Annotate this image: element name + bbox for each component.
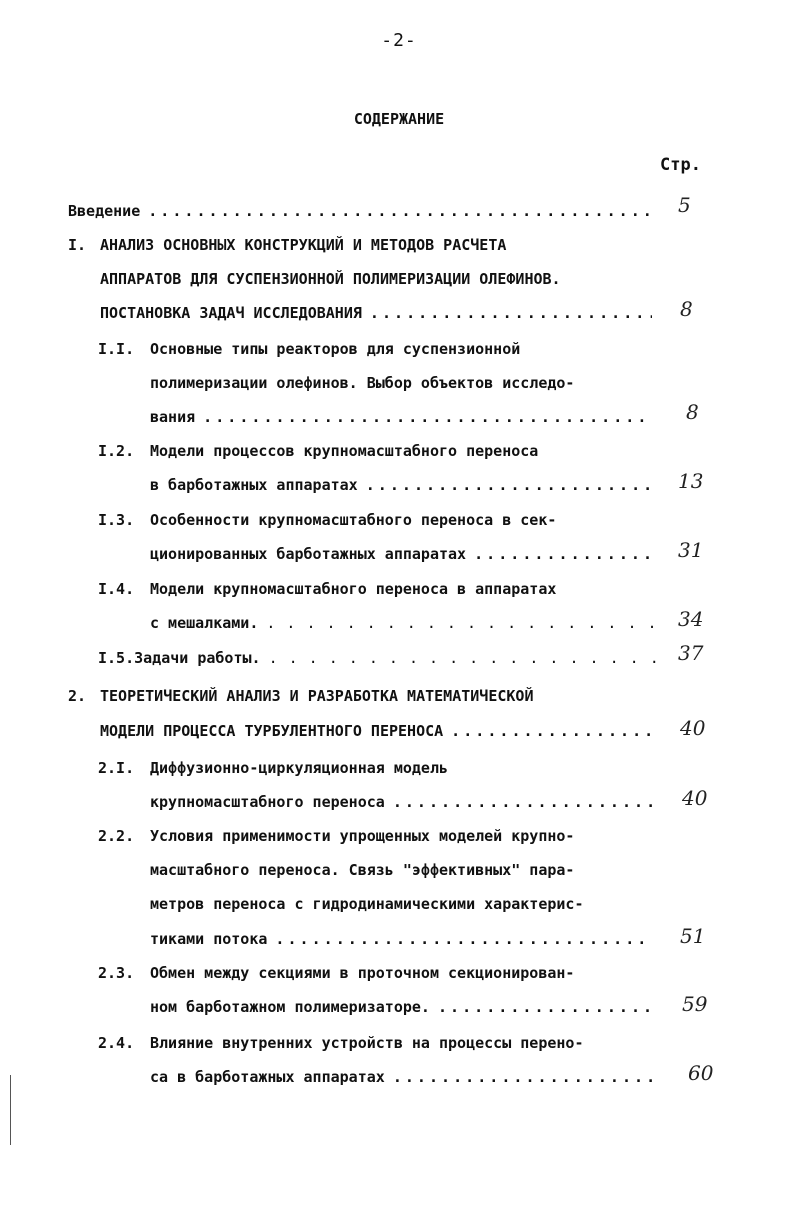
toc-entry-text: крупномасштабного переноса <box>150 793 385 811</box>
toc-entry-section-1-3[interactable] <box>98 511 556 535</box>
toc-entry-continuation <box>150 998 656 1022</box>
leader-dots <box>203 408 652 426</box>
toc-entry-text: в барботажных аппаратах <box>150 476 358 494</box>
leader-dots <box>148 202 652 220</box>
toc-entry-text: Влияние внутренних устройств на процессы перено- <box>150 1034 584 1052</box>
toc-entry-number: 2.3. <box>98 964 135 982</box>
toc-entry-number: 2.2. <box>98 827 135 845</box>
toc-page-number: 40 <box>680 716 706 740</box>
toc-entry-text: с мешалками. <box>150 614 259 632</box>
toc-entry-section-1-5[interactable] <box>98 649 676 673</box>
toc-entry-continuation <box>150 545 656 569</box>
leader-dots <box>370 304 652 322</box>
toc-page-number: 8 <box>680 297 693 321</box>
toc-entry-section-2-2[interactable] <box>98 827 574 851</box>
toc-entry-text: Модели процессов крупномасштабного переноса <box>150 442 539 460</box>
toc-entry-section-2-4[interactable] <box>98 1034 583 1058</box>
toc-entry-continuation <box>100 270 561 294</box>
toc-entry-section-1-2[interactable] <box>98 442 538 466</box>
leader-dots <box>474 545 652 563</box>
toc-entry-number: 2.I. <box>98 759 135 777</box>
toc-entry-text: Диффузионно-циркуляционная модель <box>150 759 449 777</box>
toc-entry-number: I.I. <box>98 340 135 358</box>
toc-page-number: 8 <box>686 400 699 424</box>
toc-page-number: 34 <box>678 607 704 631</box>
toc-page-number: 59 <box>682 992 708 1016</box>
leader-dots <box>451 722 652 740</box>
toc-entry-text: МОДЕЛИ ПРОЦЕССА ТУРБУЛЕНТНОГО ПЕРЕНОСА <box>100 722 444 740</box>
toc-entry-number: I.3. <box>98 511 135 529</box>
toc-entry-text: Основные типы реакторов для суспензионной <box>150 340 521 358</box>
toc-entry-number: I.2. <box>98 442 135 460</box>
leader-dots <box>393 1068 652 1086</box>
toc-entry-continuation <box>150 930 656 954</box>
toc-entry-text: Обмен между секциями в проточном секционирован- <box>150 964 575 982</box>
leader-dots <box>438 998 652 1016</box>
toc-entry-continuation <box>100 722 656 746</box>
toc-entry-number: I.5. <box>98 649 135 667</box>
toc-entry-continuation <box>150 793 656 817</box>
binding-edge-mark <box>10 1075 11 1145</box>
toc-entry-text: ционированных барботажных аппаратах <box>150 545 467 563</box>
toc-page-number: 37 <box>678 641 704 665</box>
toc-entry-continuation <box>150 861 574 885</box>
toc-entry-continuation <box>150 374 574 398</box>
toc-entry-continuation <box>100 304 656 328</box>
toc-entry-text: са в барботажных аппаратах <box>150 1068 385 1086</box>
leader-dots <box>393 793 652 811</box>
toc-entry-chapter-1[interactable] <box>68 236 506 260</box>
toc-entry-section-1-1[interactable] <box>98 340 520 364</box>
toc-entry-number: I. <box>68 236 87 254</box>
page-column-header: Стр. <box>660 155 701 175</box>
toc-entry-continuation <box>150 476 656 500</box>
toc-entry-text: АППАРАТОВ ДЛЯ СУСПЕНЗИОННОЙ ПОЛИМЕРИЗАЦИИ ОЛЕФИНОВ. <box>100 270 561 288</box>
toc-entry-continuation <box>150 895 583 919</box>
toc-entry-section-2-3[interactable] <box>98 964 574 988</box>
toc-page-number: 40 <box>682 786 708 810</box>
toc-page-number: 5 <box>678 193 691 217</box>
toc-entry-text: Модели крупномасштабного переноса в аппаратах <box>150 580 557 598</box>
toc-entry-text: ПОСТАНОВКА ЗАДАЧ ИССЛЕДОВАНИЯ <box>100 304 362 322</box>
leader-dots <box>269 649 672 667</box>
leader-dots <box>275 930 652 948</box>
toc-entry-text: масштабного переноса. Связь "эффективных" пара- <box>150 861 575 879</box>
document-title: СОДЕРЖАНИЕ <box>353 110 445 128</box>
toc-entry-text: полимеризации олефинов. Выбор объектов исследо- <box>150 374 575 392</box>
toc-entry-number: 2.4. <box>98 1034 135 1052</box>
toc-entry-intro[interactable] <box>68 202 656 226</box>
toc-page-number: 31 <box>678 538 704 562</box>
toc-entry-text: Особенности крупномасштабного переноса в сек- <box>150 511 557 529</box>
toc-entry-number: 2. <box>68 687 87 705</box>
toc-entry-chapter-2[interactable] <box>68 687 533 711</box>
toc-entry-continuation <box>150 614 666 638</box>
toc-entry-text: ном барботажном полимеризаторе. <box>150 998 430 1016</box>
toc-entry-text: метров переноса с гидродинамическими характерис- <box>150 895 584 913</box>
leader-dots <box>266 614 662 632</box>
toc-entry-text: Задачи работы. <box>134 649 261 667</box>
toc-entry-section-2-1[interactable] <box>98 759 448 783</box>
toc-entry-section-1-4[interactable] <box>98 580 556 604</box>
toc-entry-text: Условия применимости упрощенных моделей крупно- <box>150 827 575 845</box>
toc-entry-text: тиками потока <box>150 930 268 948</box>
toc-page-number: 51 <box>680 924 706 948</box>
leader-dots <box>366 476 652 494</box>
toc-entry-text: ТЕОРЕТИЧЕСКИЙ АНАЛИЗ И РАЗРАБОТКА МАТЕМАТИЧЕСКОЙ <box>100 687 534 705</box>
toc-entry-text: АНАЛИЗ ОСНОВНЫХ КОНСТРУКЦИЙ И МЕТОДОВ РАСЧЕТА <box>100 236 507 254</box>
page-number: -2- <box>381 30 417 51</box>
toc-entry-continuation <box>150 1068 656 1092</box>
toc-entry-number: I.4. <box>98 580 135 598</box>
toc-entry-text: вания <box>150 408 196 426</box>
toc-entry-text: Введение <box>68 202 141 220</box>
toc-entry-continuation <box>150 408 656 432</box>
toc-page-number: 60 <box>688 1061 714 1085</box>
toc-page-number: 13 <box>678 469 704 493</box>
